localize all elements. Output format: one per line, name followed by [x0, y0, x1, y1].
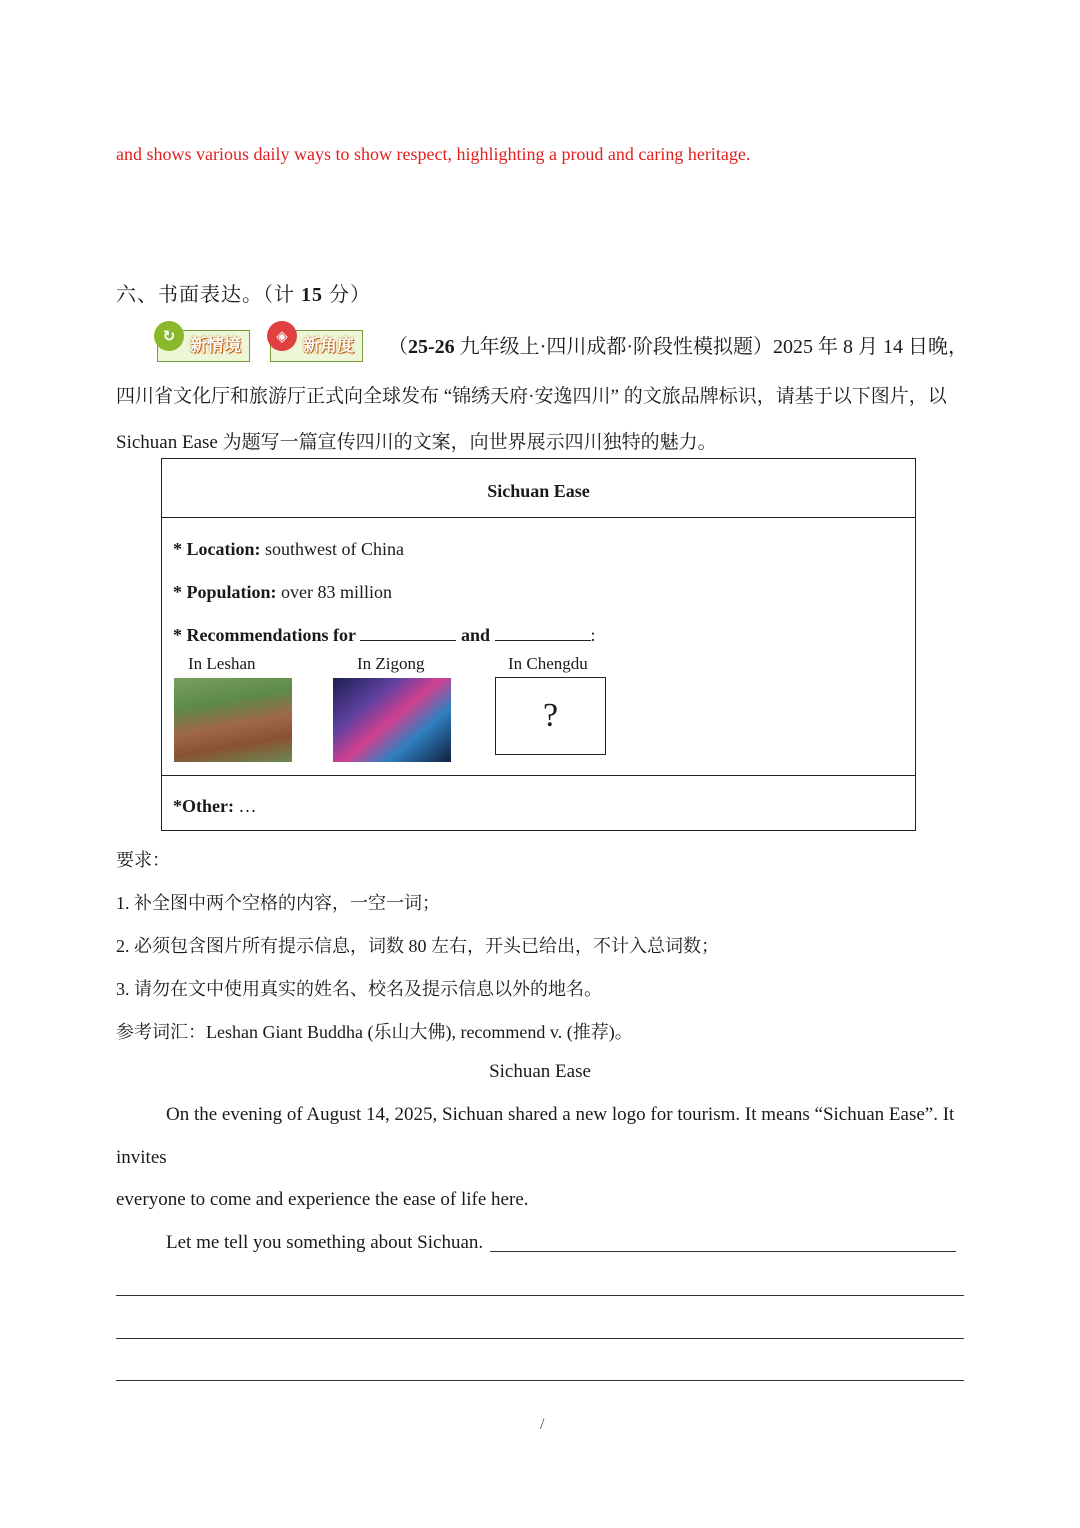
requirements-title: 要求：	[116, 850, 170, 870]
page-number: /	[540, 1416, 545, 1433]
writing-line[interactable]	[116, 1380, 964, 1381]
essay-p2: Let me tell you something about Sichuan.	[166, 1232, 484, 1253]
city-label-leshan: In Leshan	[188, 654, 256, 673]
zigong-lantern-photo	[333, 678, 451, 762]
city-label-zigong: In Zigong	[357, 654, 425, 673]
intro-line-2: 四川省文化厅和旅游厅正式向全球发布 “锦绣天府·安逸四川” 的文旅品牌标识，请基于以下图片，以	[116, 386, 947, 407]
essay-p1-line3: everyone to come and experience the ease of life here.	[116, 1189, 529, 1210]
requirement-3: 3. 请勿在文中使用真实的姓名、校名及提示信息以外的地名。	[116, 979, 602, 999]
writing-line[interactable]	[116, 1295, 964, 1296]
writing-line-inline[interactable]	[490, 1251, 956, 1252]
requirement-1: 1. 补全图中两个空格的内容，一空一词；	[116, 893, 440, 913]
essay-p1-line2: invites	[116, 1147, 167, 1168]
question-mark: ?	[542, 697, 559, 734]
other-row: *Other: …	[173, 796, 257, 816]
recommendations-row: * Recommendations for and :	[173, 625, 596, 645]
essay-p1-line1: On the evening of August 14, 2025, Sichuan shared a new logo for tourism. It means “Sichuan Ease”. It	[166, 1104, 955, 1125]
intro-line-3: Sichuan Ease 为题写一篇宣传四川的文案，向世界展示四川独特的魅力。	[116, 432, 717, 453]
angle-icon: ◈	[267, 321, 297, 351]
location-row: * Location: southwest of China	[173, 539, 404, 559]
box-title: Sichuan Ease	[162, 459, 915, 518]
requirement-2: 2. 必须包含图片所有提示信息，词数 80 左右，开头已给出，不计入总词数；	[116, 936, 719, 956]
blank-1	[360, 626, 456, 641]
vocabulary-hint: 参考词汇：Leshan Giant Buddha (乐山大佛), recommend v. (推荐)。	[116, 1022, 633, 1042]
city-label-chengdu: In Chengdu	[508, 654, 588, 673]
info-box	[161, 458, 916, 831]
refresh-icon: ↻	[154, 321, 184, 351]
intro-line-1: （25-26 九年级上·四川成都·阶段性模拟题）2025 年 8 月 14 日晚，	[388, 336, 968, 358]
writing-line[interactable]	[116, 1338, 964, 1339]
essay-title: Sichuan Ease	[489, 1061, 591, 1082]
new-context-badge: ↻ 新情境	[157, 330, 250, 362]
new-angle-badge: ◈ 新角度	[270, 330, 363, 362]
leshan-giant-buddha-photo	[174, 678, 292, 762]
box-footer	[162, 775, 915, 832]
chengdu-placeholder-box	[495, 677, 606, 755]
points-value: 15	[301, 284, 323, 306]
section-title: 六、书面表达。（计 15 分）	[116, 284, 371, 306]
blank-2	[495, 626, 591, 641]
continuation-text: and shows various daily ways to show respect, highlighting a proud and caring heritage.	[116, 144, 751, 164]
population-row: * Population: over 83 million	[173, 582, 393, 602]
